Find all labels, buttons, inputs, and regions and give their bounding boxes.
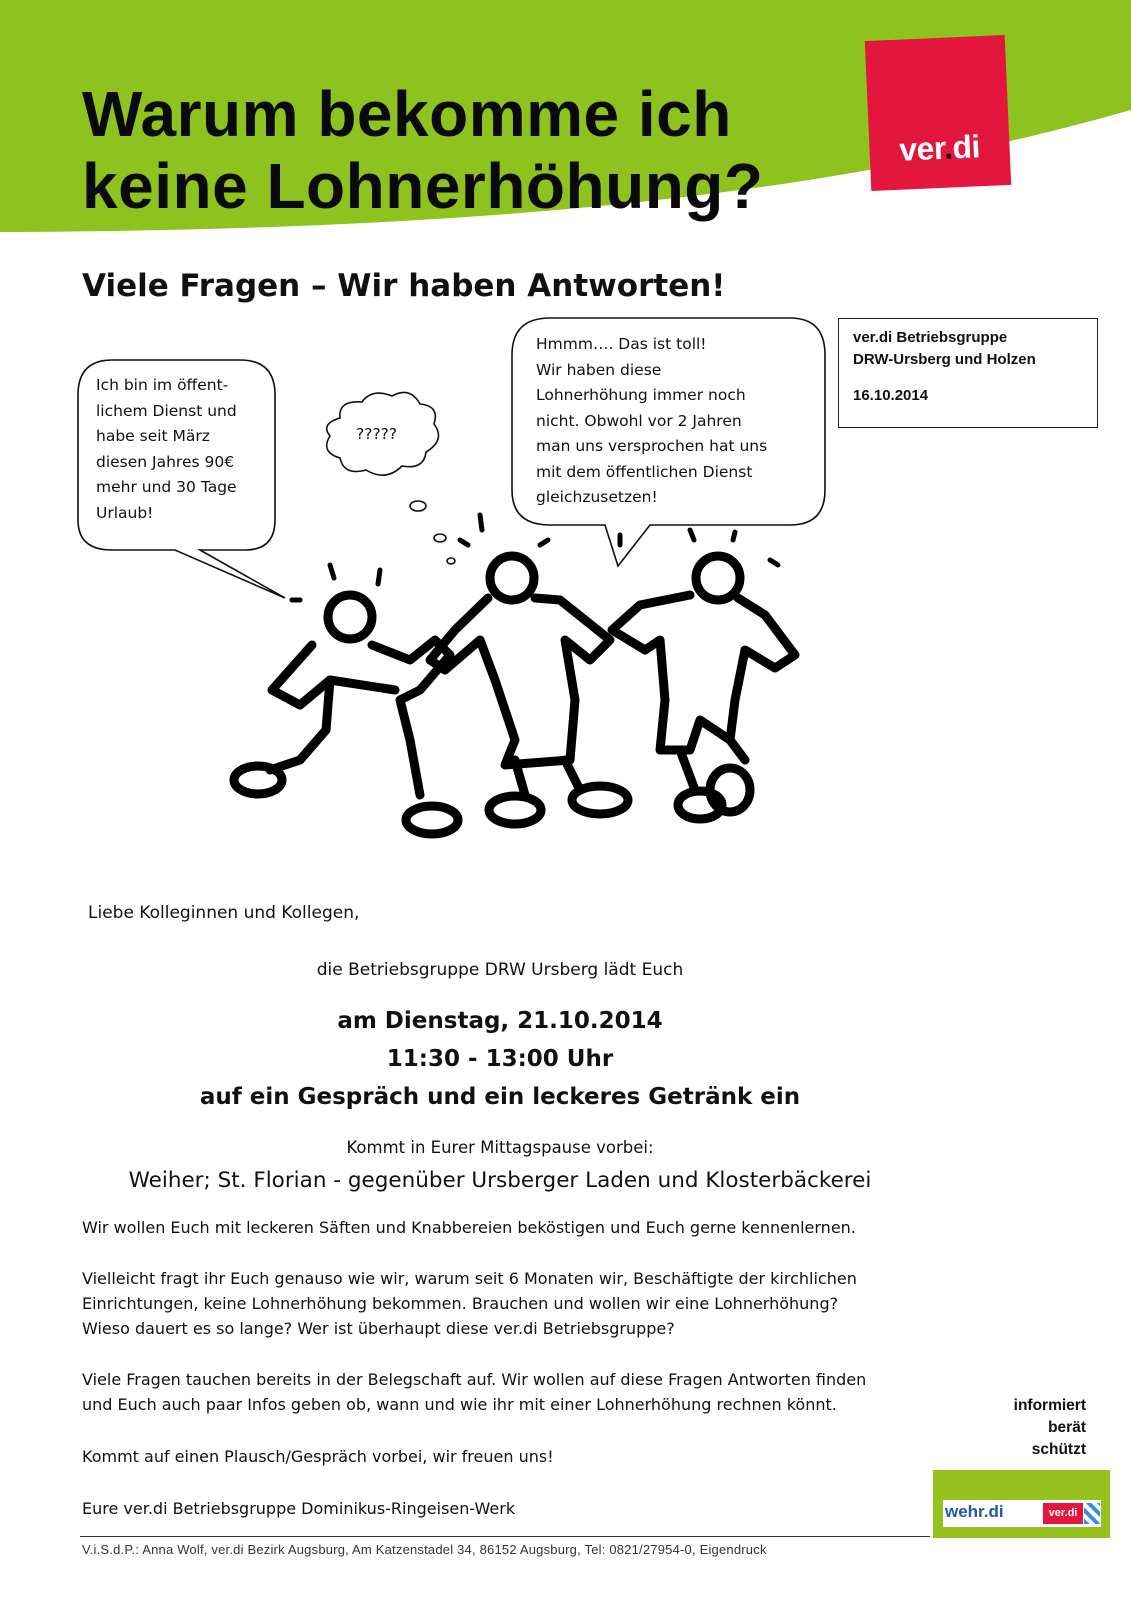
event-time: 11:30 - 13:00 Uhr: [386, 1046, 614, 1072]
people-figures-icon: [234, 515, 795, 834]
slogan-line-1: informiert: [1013, 1397, 1086, 1414]
paragraph-3-line-1: Viele Fragen tauchen bereits in der Belegschaft auf. Wir wollen auf diese Fragen Antworten finden: [82, 1370, 867, 1389]
title-line-2: keine Lohnerhöhung?: [82, 150, 764, 222]
title-line-1: Warum bekomme ich: [82, 78, 732, 150]
bavarian-flag-icon: [1084, 1503, 1100, 1524]
wehr-di-logo: [933, 1470, 1110, 1538]
thought-text: ?????: [356, 425, 398, 443]
location: Weiher; St. Florian - gegenüber Ursberger Laden und Klosterbäckerei: [128, 1168, 872, 1193]
event-purpose: auf ein Gespräch und ein leckeres Getränk ein: [199, 1084, 801, 1110]
footer-divider: [80, 1536, 930, 1537]
slogan-line-3: schützt: [1031, 1441, 1086, 1458]
subtitle: Viele Fragen – Wir haben Antworten!: [82, 268, 726, 304]
paragraph-3-line-2: und Euch auch paar Infos geben ob, wann und wie ihr mit einer Lohnerhöhung rechnen könnt.: [82, 1395, 837, 1414]
info-line-1: ver.di Betriebsgruppe: [853, 329, 1008, 346]
slogan: [940, 1395, 1086, 1461]
paragraph-2-line-3: Wieso dauert es so lange? Wer ist überhaupt diese ver.di Betriebsgruppe?: [82, 1319, 675, 1338]
verdi-logo: ver.di: [865, 35, 1011, 191]
thought-bubble: [327, 392, 455, 564]
signature: Eure ver.di Betriebsgruppe Dominikus-Ringeisen-Werk: [82, 1499, 516, 1518]
info-line-2: DRW-Ursberg und Holzen: [853, 351, 1036, 368]
paragraph-4: Kommt auf einen Plausch/Gespräch vorbei, wir freuen uns!: [82, 1447, 554, 1466]
slogan-line-2: berät: [1048, 1419, 1086, 1436]
wehr-di-badge: ver.di: [1043, 1503, 1083, 1524]
drop-by: Kommt in Eurer Mittagspause vorbei:: [346, 1138, 654, 1157]
info-date: 16.10.2014: [853, 387, 929, 404]
event-date: am Dienstag, 21.10.2014: [337, 1008, 663, 1034]
paragraph-2-line-1: Vielleicht fragt ihr Euch genauso wie wir, warum seit 6 Monaten wir, Beschäftigte der kirchlichen: [82, 1269, 857, 1288]
bubble-left-text: Ich bin im öffent- lichem Dienst und habe seit März diesen Jahres 90€ mehr und 30 Tage Urlaub!: [96, 376, 237, 522]
bubble-right-text: Hmmm…. Das ist toll! Wir haben diese Lohnerhöhung immer noch nicht. Obwohl vor 2 Jahren man uns versprochen hat uns mit dem öffentlichen Dienst gleichzusetzen!: [536, 335, 768, 506]
greeting: Liebe Kolleginnen und Kollegen,: [88, 903, 360, 923]
wehr-di-text: wehr.di: [945, 1502, 1004, 1521]
paragraph-2-line-2: Einrichtungen, keine Lohnerhöhung bekommen. Brauchen und wollen wir eine Lohnerhöhung?: [82, 1294, 839, 1313]
footer-imprint: V.i.S.d.P.: Anna Wolf, ver.di Bezirk Augsburg, Am Katzenstadel 34, 86152 Augsburg, Tel: 0821/27954-0, Eigendruck: [82, 1542, 767, 1557]
intro: die Betriebsgruppe DRW Ursberg lädt Euch: [316, 960, 684, 980]
paragraph-1: Wir wollen Euch mit leckeren Säften und Knabbereien beköstigen und Euch gerne kennenlernen.: [82, 1218, 856, 1237]
